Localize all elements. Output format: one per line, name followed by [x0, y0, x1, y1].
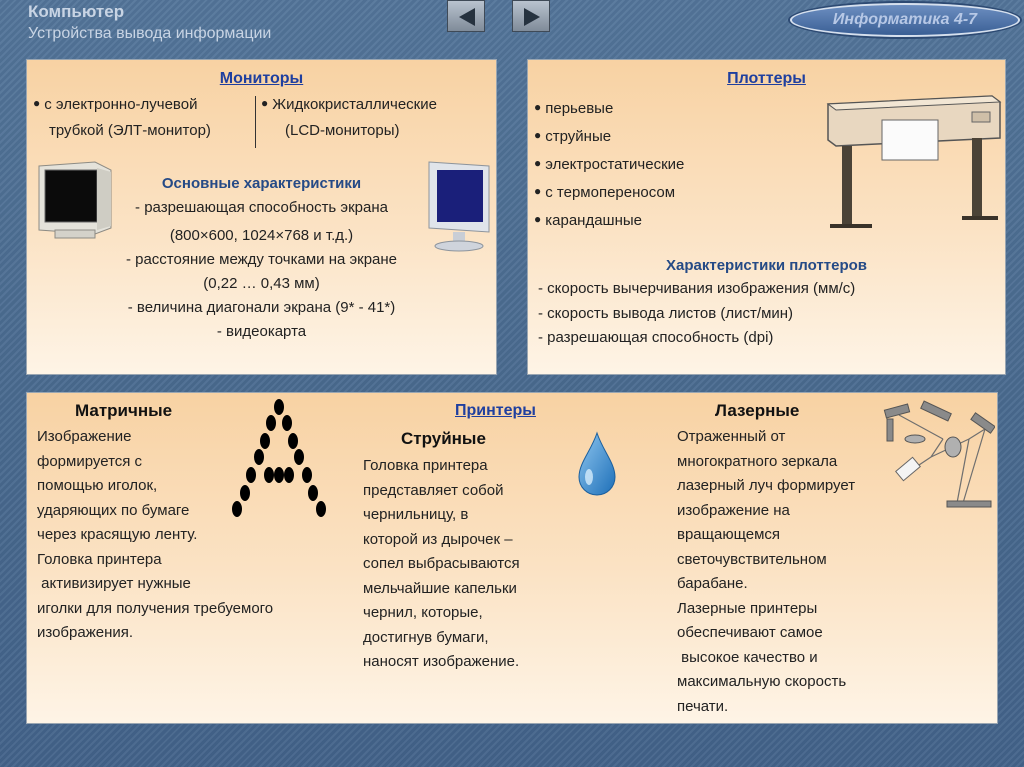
text-line: достигнув бумаги, [363, 628, 489, 646]
text-line: вращающемся [677, 526, 781, 543]
text-line: печати. [677, 697, 729, 715]
text-line: многократного зеркала [677, 452, 838, 470]
plotter-char-item: - скорость вывода листов (лист/мин) [538, 304, 794, 322]
divider [255, 96, 256, 148]
text-line: наносят изображение. [363, 653, 520, 670]
lcd-line2: (LCD-мониторы) [285, 122, 400, 139]
monitor-char-item: - видеокарта [216, 323, 307, 340]
text-line: представляет собой [363, 481, 504, 499]
text-line: барабане. [677, 575, 748, 592]
lcd-line1: Жидкокристаллические [272, 96, 437, 113]
printers-panel [26, 392, 998, 724]
monitor-char-item: - расстояние между точками на экране [125, 251, 398, 268]
crt-line2: трубкой (ЭЛТ-монитор) [49, 122, 211, 139]
crt-line1: с электронно-лучевой [44, 96, 198, 113]
laser-mirror-diagram-icon [873, 399, 995, 511]
next-slide-button[interactable] [512, 0, 550, 32]
plotter-type-label: струйные [545, 128, 612, 145]
arrow-right-icon [522, 7, 542, 27]
plotters-panel [527, 59, 1006, 375]
text-line: обеспечивают самое [677, 624, 823, 641]
plotter-type-label: карандашные [545, 212, 642, 229]
plotter-type-item [534, 123, 684, 151]
plotters-heading[interactable]: Плоттеры [727, 70, 806, 87]
text-line: ударяющих по бумаге [37, 501, 190, 519]
text-line: лазерный луч формирует [677, 477, 856, 494]
text-line: которой из дырочек – [363, 530, 513, 548]
monitor-char-item: - разрешающая способность экрана [135, 199, 388, 216]
text-line: мельчайшие капельки [363, 579, 517, 597]
plotter-type-list [534, 95, 684, 235]
text-line: Лазерные принтеры [677, 599, 818, 617]
monitors-heading[interactable]: Мониторы [219, 70, 304, 87]
text-line: помощью иголок, [37, 477, 158, 494]
text-line: высокое качество и [677, 648, 818, 666]
inkjet-title: Струйные [401, 429, 486, 448]
plotter-char-heading: Характеристики плоттеров [666, 257, 867, 274]
plotter-type-label: электростатические [545, 156, 685, 173]
monitor-char-item: (0,22 … 0,43 мм) [203, 275, 320, 292]
plotter-image [822, 90, 1002, 230]
monitor-char-item: - величина диагонали экрана (9* - 41*) [127, 299, 396, 316]
text-line: Изображение [37, 428, 132, 445]
text-line: изображения. [37, 624, 134, 641]
plotter-type-item [534, 179, 684, 207]
dot-matrix-letter-icon [223, 397, 335, 517]
crt-item [33, 96, 197, 113]
text-line: Головка принтера [363, 457, 488, 474]
course-badge[interactable]: Информатика 4-7 [790, 3, 1020, 37]
plotter-type-item [534, 207, 684, 235]
ink-drop-icon [575, 431, 619, 497]
plotter-type-item [534, 95, 684, 123]
plotter-char-list [538, 277, 855, 351]
text-line: Головка принтера [37, 550, 162, 568]
text-line: Отраженный от [677, 428, 786, 445]
matrix-title: Матричные [75, 401, 173, 420]
text-line: через красящую ленту. [37, 526, 198, 543]
plotter-char-item: - скорость вычерчивания изображения (мм/с) [538, 280, 856, 297]
text-line: иголки для получения требуемого [37, 599, 274, 617]
printers-heading[interactable]: Принтеры [455, 402, 536, 419]
text-line: изображение на [677, 501, 790, 519]
arrow-left-icon [457, 7, 477, 27]
text-line: чернильницу, в [363, 506, 469, 523]
text-line: сопел выбрасываются [363, 555, 520, 572]
plotter-type-item [534, 151, 684, 179]
prev-slide-button[interactable] [447, 0, 485, 32]
plotter-char-item: - разрешающая способность (dpi) [538, 329, 774, 346]
inkjet-text [363, 454, 520, 675]
text-line: светочувствительном [677, 550, 827, 568]
plotter-type-label: перьевые [545, 100, 614, 117]
plotter-type-label: с термопереносом [545, 184, 676, 201]
slide-title: Компьютер [28, 2, 125, 21]
laser-text [677, 425, 855, 719]
text-line: активизирует нужные [37, 575, 191, 592]
monitor-char-list [27, 196, 496, 344]
monitors-panel [26, 59, 497, 375]
text-line: формируется с [37, 452, 143, 470]
text-line: максимальную скорость [677, 673, 847, 690]
monitor-char-item: (800×600, 1024×768 и т.д.) [169, 227, 354, 244]
monitor-char-heading: Основные характеристики [161, 175, 362, 192]
laser-title: Лазерные [715, 401, 800, 420]
text-line: чернил, которые, [363, 604, 483, 621]
slide-subtitle: Устройства вывода информации [28, 25, 272, 42]
lcd-item [261, 96, 437, 113]
